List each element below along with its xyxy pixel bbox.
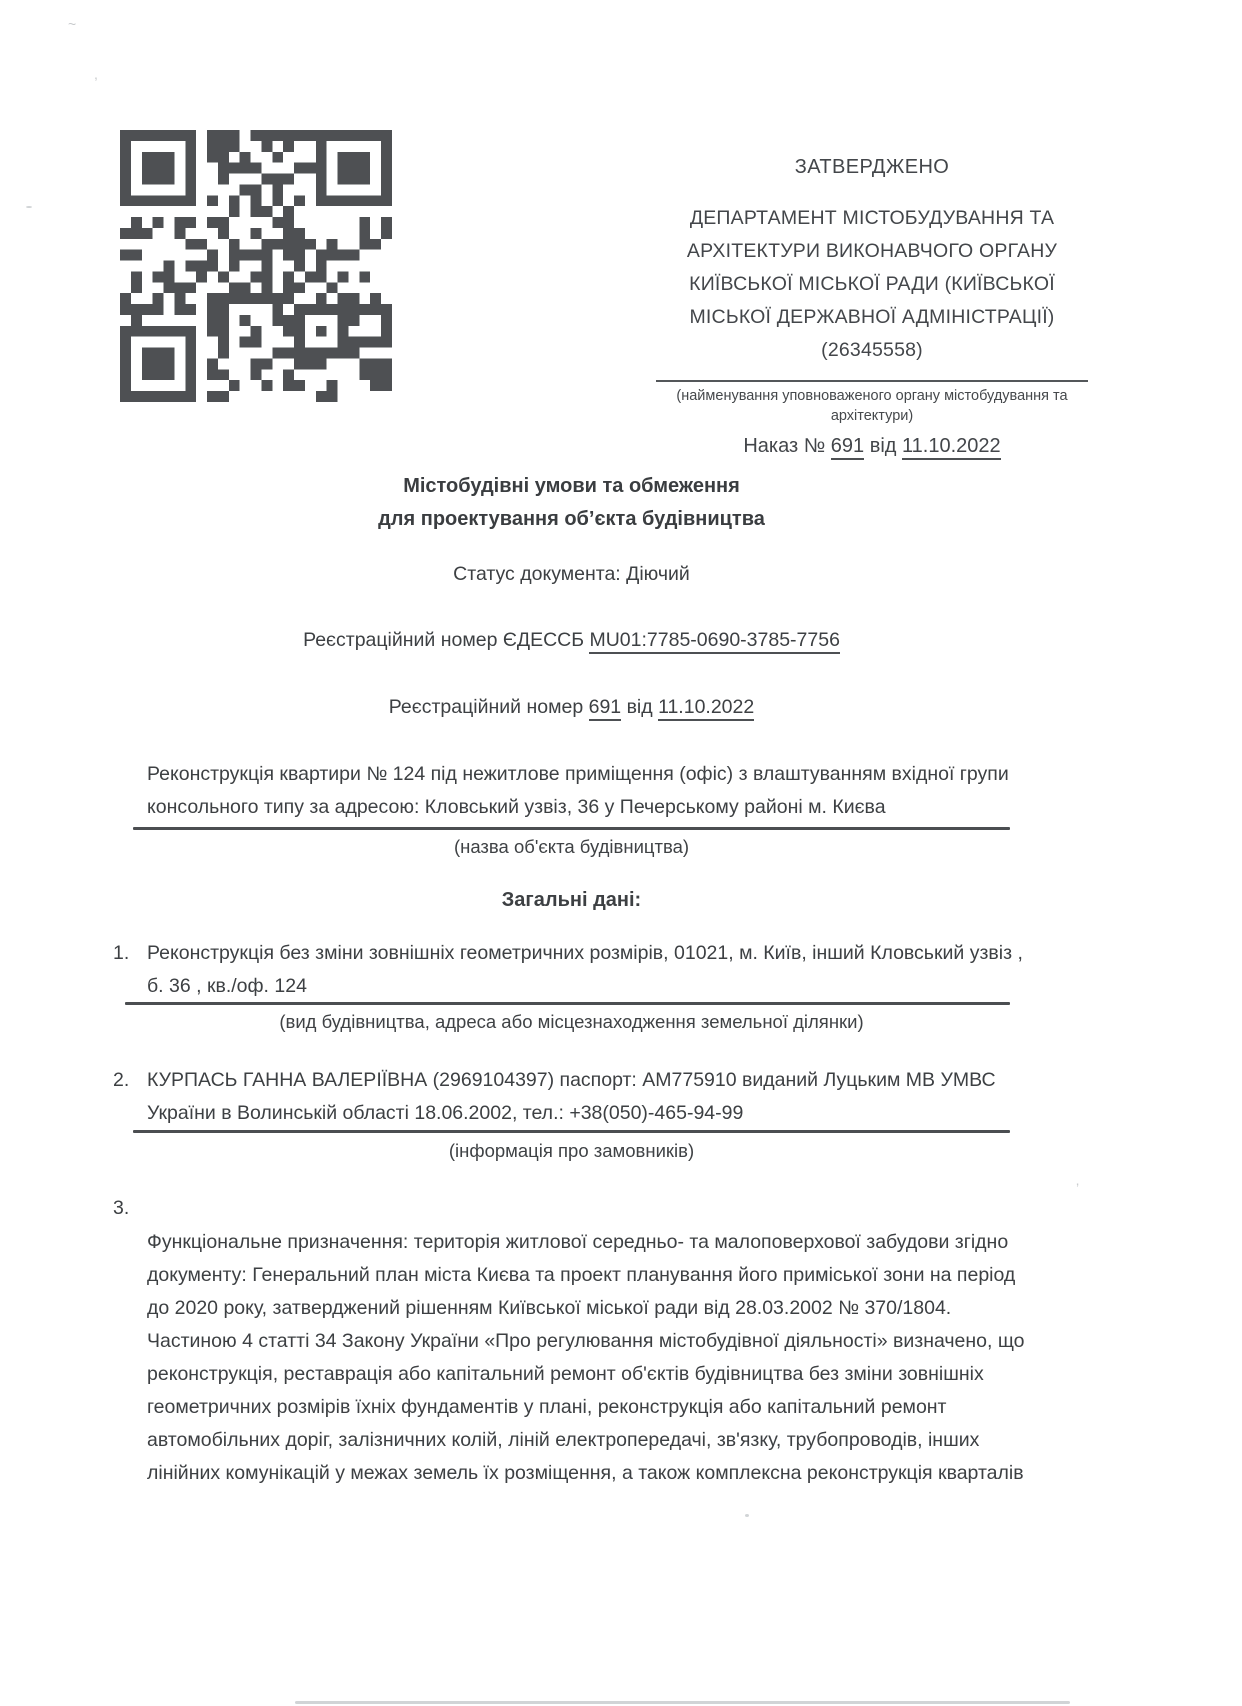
document-title: [133, 470, 1010, 536]
edessb-label: Реєстраційний номер ЄДЕССБ: [303, 629, 585, 651]
general-data-heading: Загальні дані:: [501, 889, 642, 911]
item-1-caption: (вид будівництва, адреса або місцезнаходження земельної ділянки): [279, 1011, 864, 1032]
title-line-2: для проектування об’єкта будівництва: [378, 508, 765, 530]
object-name: [147, 758, 1107, 824]
order-date: 11.10.2022: [902, 435, 1001, 460]
authority-divider: [656, 380, 1088, 382]
order-mid: від: [869, 435, 897, 457]
scan-artifact: [745, 1514, 749, 1517]
item-2-caption: (інформація про замовників): [448, 1140, 695, 1161]
item-number: 3.: [113, 1197, 130, 1219]
item-number: 1.: [113, 942, 130, 964]
scan-edge-shadow: [295, 1701, 1070, 1704]
text-line: (26345558): [821, 339, 923, 361]
order-prefix: Наказ №: [743, 435, 826, 457]
title-line-1: Містобудівні умови та обмеження: [403, 475, 740, 497]
text-line: геометричних розмірів їхніх фундаментів у плані, реконструкція або капітальний ремонт: [147, 1396, 947, 1418]
text-line: АРХІТЕКТУРИ ВИКОНАВЧОГО ОРГАНУ: [686, 240, 1058, 262]
status-line: Статус документа: Діючий: [453, 563, 690, 585]
text-line: КИЇВСЬКОЇ МІСЬКОЇ РАДИ (КИЇВСЬКОЇ: [689, 273, 1055, 295]
text-line: України в Волинській області 18.06.2002, тел.: +38(050)-465-94-99: [147, 1102, 744, 1124]
text-line: Реконструкція квартири № 124 під нежитлове приміщення (офіс) з влаштуванням вхідної групи: [147, 763, 1009, 785]
text-line: консольного типу за адресою: Кловський узвіз, 36 у Печерському районі м. Києва: [147, 796, 886, 818]
text-line: МІСЬКОЇ ДЕРЖАВНОЇ АДМІНІСТРАЦІЇ): [689, 306, 1055, 328]
approval-block: [656, 156, 1088, 458]
text-line: б. 36 , кв./оф. 124: [147, 975, 307, 997]
item-1-divider: [125, 1002, 1010, 1005]
text-line: до 2020 року, затверджений рішенням Київської міської ради від 28.03.2002 № 370/1804.: [147, 1297, 952, 1319]
text-line: КУРПАСЬ ГАННА ВАЛЕРІЇВНА (2969104397) паспорт: АМ775910 виданий Луцьким МВ УМВС: [147, 1069, 996, 1091]
order-line: [656, 435, 1088, 458]
scan-artifact: [26, 206, 32, 208]
registration-label: Реєстраційний номер: [388, 696, 584, 718]
general-data-item-1: [113, 937, 1093, 1003]
text-line: Реконструкція без зміни зовнішніх геометричних розмірів, 01021, м. Київ, інший Кловський узвіз ,: [147, 942, 1023, 964]
scan-artifact: ’: [1076, 1180, 1080, 1196]
approved-label: ЗАТВЕРДЖЕНО: [794, 156, 950, 178]
qr-code: [120, 130, 392, 402]
edessb-line: [133, 629, 1010, 652]
order-number: 691: [831, 435, 864, 460]
text-line: реконструкція, реставрація або капітальний ремонт об'єктів будівництва без зміни зовнішніх: [147, 1363, 984, 1385]
authority-caption: (найменування уповноваженого органу містобудування та архітектури): [676, 388, 1068, 424]
text-line: Частиною 4 статті 34 Закону України «Про регулювання містобудівної діяльності» визначено, що: [147, 1330, 1025, 1352]
item-text: [147, 1064, 1093, 1130]
general-data-item-3-text: [147, 1226, 1047, 1490]
object-caption: (назва об'єкта будівництва): [453, 836, 690, 857]
scan-artifact: ~: [68, 16, 77, 32]
edessb-value: MU01:7785-0690-3785-7756: [589, 629, 839, 654]
text-line: ДЕПАРТАМЕНТ МІСТОБУДУВАННЯ ТА: [689, 207, 1055, 229]
registration-line: [133, 696, 1010, 719]
text-line: автомобільних доріг, залізничних колій, ліній електропередачі, зв'язку, трубопроводів, інших: [147, 1429, 980, 1451]
item-2-divider: [133, 1130, 1010, 1133]
authority-name: [656, 202, 1088, 367]
general-data-item-2: [113, 1064, 1093, 1130]
scan-artifact: ,: [94, 66, 98, 82]
text-line: лінійних комунікацій у межах земель їх розміщення, а також комплексна реконструкція кварталів: [147, 1462, 1024, 1484]
object-divider: [133, 827, 1010, 830]
text-line: документу: Генеральний план міста Києва та проект планування його приміської зони на період: [147, 1264, 1016, 1286]
registration-number: 691: [589, 696, 622, 721]
item-number: 2.: [113, 1069, 130, 1091]
registration-mid: від: [626, 696, 653, 718]
registration-date: 11.10.2022: [658, 696, 754, 721]
text-line: Функціональне призначення: територія житлової середньо- та малоповерхової забудови згідно: [147, 1231, 1009, 1253]
item-text: [147, 937, 1093, 1003]
